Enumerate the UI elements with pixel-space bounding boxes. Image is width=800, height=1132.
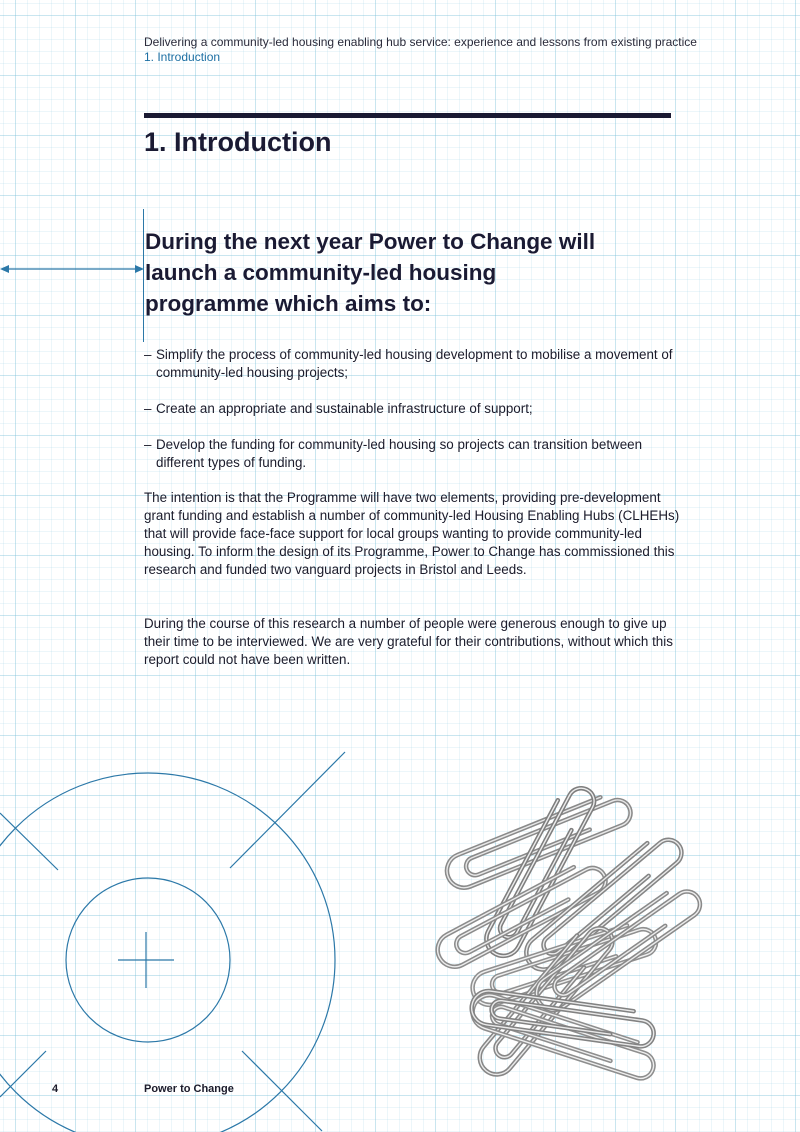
aims-list [144, 346, 684, 490]
page-number: 4 [52, 1083, 59, 1095]
footer-brand: Power to Change [144, 1083, 234, 1095]
body-paragraph: During the course of this research a number of people were generous enough to give up their time to be interviewed. We are very grateful for their contributions, without which this report could not have been written. [144, 616, 673, 667]
list-item [144, 346, 684, 382]
list-item-text: Simplify the process of community-led housing development to mobilise a movement of community-led housing projects; [156, 347, 673, 380]
page-title: 1. Introduction [144, 127, 332, 157]
title-rule [144, 113, 671, 118]
intro-heading: During the next year Power to Change will launch a community-led housing programme which aims to: [145, 229, 596, 316]
list-item [144, 400, 684, 418]
body-paragraph: The intention is that the Programme will have two elements, providing pre-development grant funding and establish a number of community-led Housing Enabling Hubs (CLHEHs) that will provide face-face support for local groups wanting to provide community-led housing. To inform the design of its Programme, Power to Change has commissioned this research and funded two vanguard projects in Bristol and Leeds. [144, 490, 680, 577]
running-header-title: Delivering a community-led housing enabling hub service: experience and lessons from existing practice [144, 35, 697, 49]
bullet-marker: – [144, 401, 152, 416]
list-item-text: Develop the funding for community-led housing so projects can transition between different types of funding. [156, 437, 643, 470]
running-header-section: 1. Introduction [144, 50, 221, 64]
double-headed-arrow-icon [0, 261, 146, 277]
bullet-marker: – [144, 347, 152, 362]
paperclips-photo [415, 765, 735, 1095]
crosshair-target-graphic [0, 740, 360, 1132]
list-item-text: Create an appropriate and sustainable infrastructure of support; [156, 401, 533, 416]
bullet-marker: – [144, 437, 152, 452]
list-item [144, 436, 684, 472]
